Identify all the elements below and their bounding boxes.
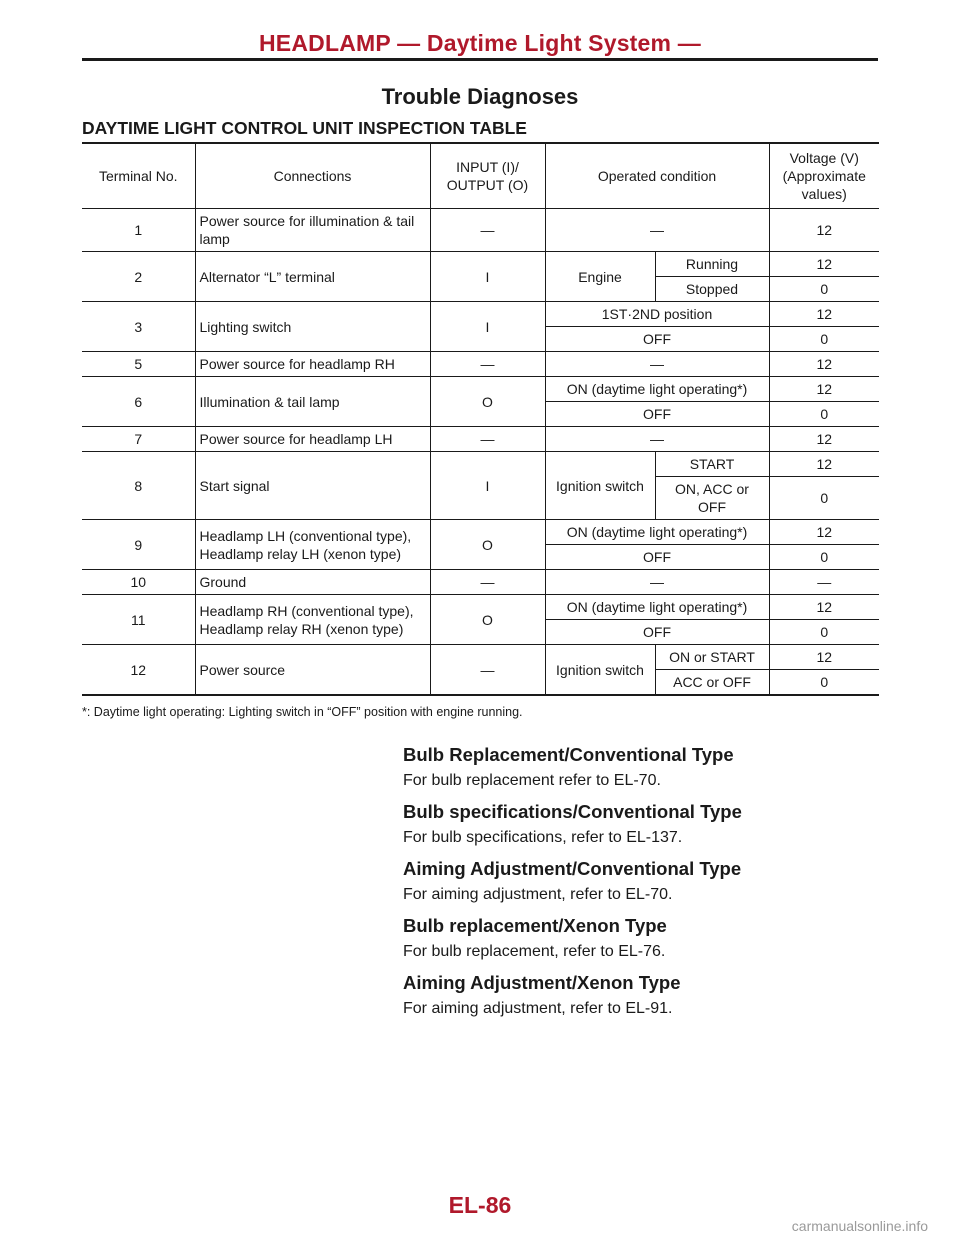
connection-cell: Lighting switch — [195, 302, 430, 352]
connection-cell: Power source for illumination & tail lamp — [195, 209, 430, 252]
section-aiming-adjustment-conventional — [403, 858, 741, 904]
table-row — [82, 209, 879, 252]
voltage-cell: 0 — [769, 327, 879, 352]
condition-cell: OFF — [545, 545, 769, 570]
table-row — [82, 452, 879, 477]
voltage-cell: 0 — [769, 545, 879, 570]
col-condition: Operated condition — [545, 143, 769, 209]
table-row — [82, 377, 879, 402]
section-text: For bulb replacement, refer to EL-76. — [403, 943, 666, 960]
voltage-cell: — — [769, 570, 879, 595]
io-cell: — — [430, 570, 545, 595]
voltage-cell: 12 — [769, 645, 879, 670]
condition-cell: — — [545, 209, 769, 252]
connection-line1: Headlamp RH (conventional type), — [199, 602, 414, 619]
section-bulb-replacement-conventional — [403, 744, 734, 790]
section-bulb-replacement-xenon — [403, 915, 667, 961]
condition-cell: — — [545, 570, 769, 595]
voltage-cell: 0 — [769, 277, 879, 302]
col-connections: Connections — [195, 143, 430, 209]
section-text: For bulb specifications, refer to EL-137. — [403, 829, 683, 846]
subcondition-cell: START — [655, 452, 769, 477]
voltage-cell: 12 — [769, 302, 879, 327]
connection-cell: Power source — [195, 645, 430, 696]
condition-cell: ON (daytime light operating*) — [545, 377, 769, 402]
table-row — [82, 352, 879, 377]
subcondition-cell: Stopped — [655, 277, 769, 302]
table-row — [82, 570, 879, 595]
io-cell: O — [430, 520, 545, 570]
watermark: carmanualsonline.info — [791, 1218, 928, 1234]
io-cell: O — [430, 595, 545, 645]
inspection-table-container — [82, 142, 879, 696]
col-io-line2: OUTPUT (O) — [446, 177, 529, 193]
col-voltage-line3: values) — [801, 186, 847, 202]
col-io — [430, 143, 545, 209]
io-cell: — — [430, 427, 545, 452]
voltage-cell: 12 — [769, 209, 879, 252]
table-row — [82, 520, 879, 545]
condition-cell: ON (daytime light operating*) — [545, 520, 769, 545]
terminal-cell: 11 — [82, 595, 195, 645]
terminal-cell: 7 — [82, 427, 195, 452]
header-rule — [82, 58, 878, 61]
terminal-cell: 10 — [82, 570, 195, 595]
condition-cell: OFF — [545, 402, 769, 427]
page-title: Trouble Diagnoses — [381, 84, 579, 109]
io-cell: — — [430, 209, 545, 252]
voltage-cell: 0 — [769, 402, 879, 427]
connection-cell: Power source for headlamp LH — [195, 427, 430, 452]
section-text: For aiming adjustment, refer to EL-91. — [403, 1000, 673, 1017]
voltage-cell: 12 — [769, 595, 879, 620]
page-header-title: HEADLAMP — Daytime Light System — — [259, 30, 701, 56]
terminal-cell: 5 — [82, 352, 195, 377]
subcondition-line2: OFF — [698, 499, 726, 515]
condition-cell: Ignition switch — [545, 645, 655, 696]
terminal-cell: 8 — [82, 452, 195, 520]
section-title: Bulb Replacement/Conventional Type — [403, 744, 734, 765]
terminal-cell: 9 — [82, 520, 195, 570]
section-bulb-specifications-conventional — [403, 801, 742, 847]
io-cell: I — [430, 452, 545, 520]
io-cell: I — [430, 252, 545, 302]
io-cell: — — [430, 352, 545, 377]
inspection-table — [82, 142, 879, 696]
terminal-cell: 2 — [82, 252, 195, 302]
page-code: EL-86 — [448, 1192, 512, 1218]
voltage-cell: 12 — [769, 252, 879, 277]
table-row — [82, 252, 879, 277]
io-cell: O — [430, 377, 545, 427]
section-title: Aiming Adjustment/Conventional Type — [403, 858, 742, 879]
section-title: Aiming Adjustment/Xenon Type — [403, 972, 681, 993]
terminal-cell: 6 — [82, 377, 195, 427]
section-title: Bulb replacement/Xenon Type — [403, 915, 667, 936]
subcondition-cell: Running — [655, 252, 769, 277]
subcondition-line1: ON, ACC or — [675, 481, 749, 497]
voltage-cell: 12 — [769, 452, 879, 477]
condition-cell: Engine — [545, 252, 655, 302]
connection-cell: Illumination & tail lamp — [195, 377, 430, 427]
section-aiming-adjustment-xenon — [403, 972, 681, 1018]
col-voltage — [769, 143, 879, 209]
io-cell: — — [430, 645, 545, 696]
voltage-cell: 0 — [769, 670, 879, 696]
voltage-cell: 0 — [769, 620, 879, 645]
connection-line2: Headlamp relay LH (xenon type) — [199, 545, 402, 562]
io-cell: I — [430, 302, 545, 352]
table-row — [82, 595, 879, 620]
connection-cell — [195, 520, 430, 570]
condition-cell: OFF — [545, 620, 769, 645]
condition-cell: Ignition switch — [545, 452, 655, 520]
table-row — [82, 427, 879, 452]
subcondition-cell — [655, 477, 769, 520]
condition-cell: — — [545, 352, 769, 377]
table-header-row — [82, 143, 879, 209]
connection-cell: Alternator “L” terminal — [195, 252, 430, 302]
section-text: For bulb replacement refer to EL-70. — [403, 772, 661, 789]
voltage-cell: 12 — [769, 352, 879, 377]
connection-line2: Headlamp relay RH (xenon type) — [199, 620, 404, 637]
table-footnote: *: Daytime light operating: Lighting switch in “OFF” position with engine running. — [82, 705, 523, 719]
connection-cell: Ground — [195, 570, 430, 595]
terminal-cell: 1 — [82, 209, 195, 252]
col-voltage-line2: (Approximate — [782, 168, 866, 184]
voltage-cell: 12 — [769, 377, 879, 402]
voltage-cell: 0 — [769, 477, 879, 520]
col-io-line1: INPUT (I)/ — [456, 159, 519, 175]
voltage-cell: 12 — [769, 427, 879, 452]
col-voltage-line1: Voltage (V) — [789, 150, 859, 166]
section-text: For aiming adjustment, refer to EL-70. — [403, 886, 673, 903]
terminal-cell: 3 — [82, 302, 195, 352]
connection-cell: Power source for headlamp RH — [195, 352, 430, 377]
condition-cell: OFF — [545, 327, 769, 352]
subcondition-cell: ON or START — [655, 645, 769, 670]
condition-cell: — — [545, 427, 769, 452]
col-terminal: Terminal No. — [82, 143, 195, 209]
section-title: Bulb specifications/Conventional Type — [403, 801, 742, 822]
connection-line1: Headlamp LH (conventional type), — [199, 527, 412, 544]
subcondition-cell: ACC or OFF — [655, 670, 769, 696]
condition-cell: ON (daytime light operating*) — [545, 595, 769, 620]
connection-cell — [195, 595, 430, 645]
table-title: DAYTIME LIGHT CONTROL UNIT INSPECTION TABLE — [82, 118, 527, 138]
connection-cell: Start signal — [195, 452, 430, 520]
table-row — [82, 645, 879, 670]
terminal-cell: 12 — [82, 645, 195, 696]
voltage-cell: 12 — [769, 520, 879, 545]
table-row — [82, 302, 879, 327]
condition-cell: 1ST·2ND position — [545, 302, 769, 327]
